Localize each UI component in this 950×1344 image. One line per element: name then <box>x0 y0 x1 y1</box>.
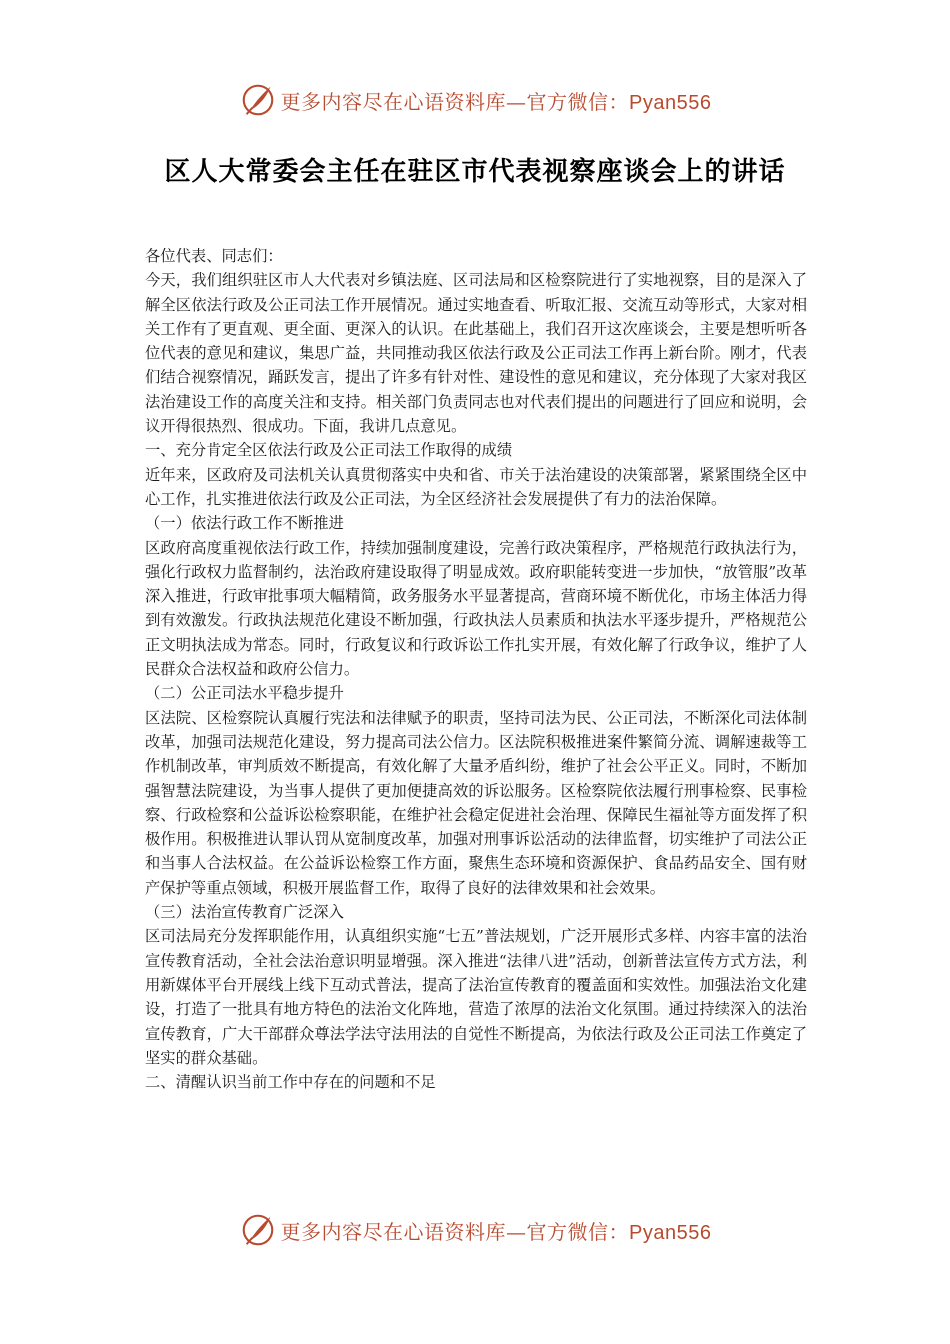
watermark-text: 更多内容尽在心语资料库—官方微信：Pyan556 <box>280 1219 712 1244</box>
subsection-heading: （一）依法行政工作不断推进 <box>145 514 344 533</box>
paragraph: 区司法局充分发挥职能作用，认真组织实施“七五”普法规划，广泛开展形式多样、内容丰富的法治宣传教育活动，全社会法治意识明显增强。深入推进“法律八进”活动，创新普法宣传方式方法，利用新媒体平台开展线上线下互动式普法，提高了法治宣传教育的覆盖面和实效性。加强法治文化建设，打造了一批具有地方特色的法治文化阵地，营造了浓厚的法治文化氛围。通过持续深入的法治宣传教育，广大干部群众尊法学法守法用法的自觉性不断提高，为依法行政及公正司法工作奠定了坚实的群众基础。 <box>145 927 807 1067</box>
watermark-text: 更多内容尽在心语资料库—官方微信：Pyan556 <box>280 89 712 114</box>
salutation: 各位代表、同志们： <box>145 247 283 265</box>
header-watermark-banner <box>0 78 950 122</box>
subsection-heading: （二）公正司法水平稳步提升 <box>145 684 344 703</box>
subsection-heading: （三）法治宣传教育广泛深入 <box>145 903 344 922</box>
quill-logo-icon <box>239 81 277 119</box>
paragraph: 区政府高度重视依法行政工作，持续加强制度建设，完善行政决策程序，严格规范行政执法行为，强化行政权力监督制约，法治政府建设取得了明显成效。政府职能转变进一步加快，“放管服”改革深入推进，行政审批事项大幅精简，政务服务水平显著提高，营商环境不断优化，市场主体活力得到有效激发。行政执法规范化建设不断加强，行政执法人员素质和执法水平逐步提升，严格规范公正文明执法成为常态。同时，行政复议和行政诉讼工作扎实开展，有效化解了行政争议，维护了人民群众合法权益和政府公信力。 <box>145 538 807 679</box>
document-title: 区人大常委会主任在驻区市代表视察座谈会上的讲话 <box>164 157 786 187</box>
footer-watermark-banner <box>0 1208 950 1252</box>
paragraph: 区法院、区检察院认真履行宪法和法律赋予的职责，坚持司法为民、公正司法，不断深化司法体制改革，加强司法规范化建设，努力提高司法公信力。区法院积极推进案件繁简分流、调解速裁等工作机制改革，审判质效不断提高，有效化解了大量矛盾纠纷，维护了社会公平正义。同时，不断加强智慧法院建设，为当事人提供了更加便捷高效的诉讼服务。区检察院依法履行刑事检察、民事检察、行政检察和公益诉讼检察职能，在维护社会稳定促进社会治理、保障民生福祉等方面发挥了积极作用。积极推进认罪认罚从宽制度改革，加强对刑事诉讼活动的法律监督，切实维护了司法公正和当事人合法权益。在公益诉讼检察工作方面，聚焦生态环境和资源保护、食品药品安全、国有财产保护等重点领域，积极开展监督工作，取得了良好的法律效果和社会效果。 <box>145 708 807 897</box>
section-heading: 一、充分肯定全区依法行政及公正司法工作取得的成绩 <box>145 441 513 460</box>
section-heading: 二、清醒认识当前工作中存在的问题和不足 <box>145 1073 436 1092</box>
paragraph: 近年来，区政府及司法机关认真贯彻落实中央和省、市关于法治建设的决策部署，紧紧围绕全区中心工作，扎实推进依法行政及公正司法，为全区经济社会发展提供了有力的法治保障。 <box>145 465 807 508</box>
document-body <box>145 244 807 1094</box>
quill-logo-icon <box>239 1211 277 1249</box>
paragraph: 今天，我们组织驻区市人大代表对乡镇法庭、区司法局和区检察院进行了实地视察，目的是深入了解全区依法行政及公正司法工作开展情况。通过实地查看、听取汇报、交流互动等形式，大家对相关工作有了更直观、更全面、更深入的认识。在此基础上，我们召开这次座谈会，主要是想听听各位代表的意见和建议，集思广益，共同推动我区依法行政及公正司法工作再上新台阶。刚才，代表们结合视察情况，踊跃发言，提出了许多有针对性、建设性的意见和建议，充分体现了大家对我区法治建设工作的高度关注和支持。相关部门负责同志也对代表们提出的问题进行了回应和说明，会议开得很热烈、很成功。下面，我讲几点意见。 <box>145 271 807 436</box>
